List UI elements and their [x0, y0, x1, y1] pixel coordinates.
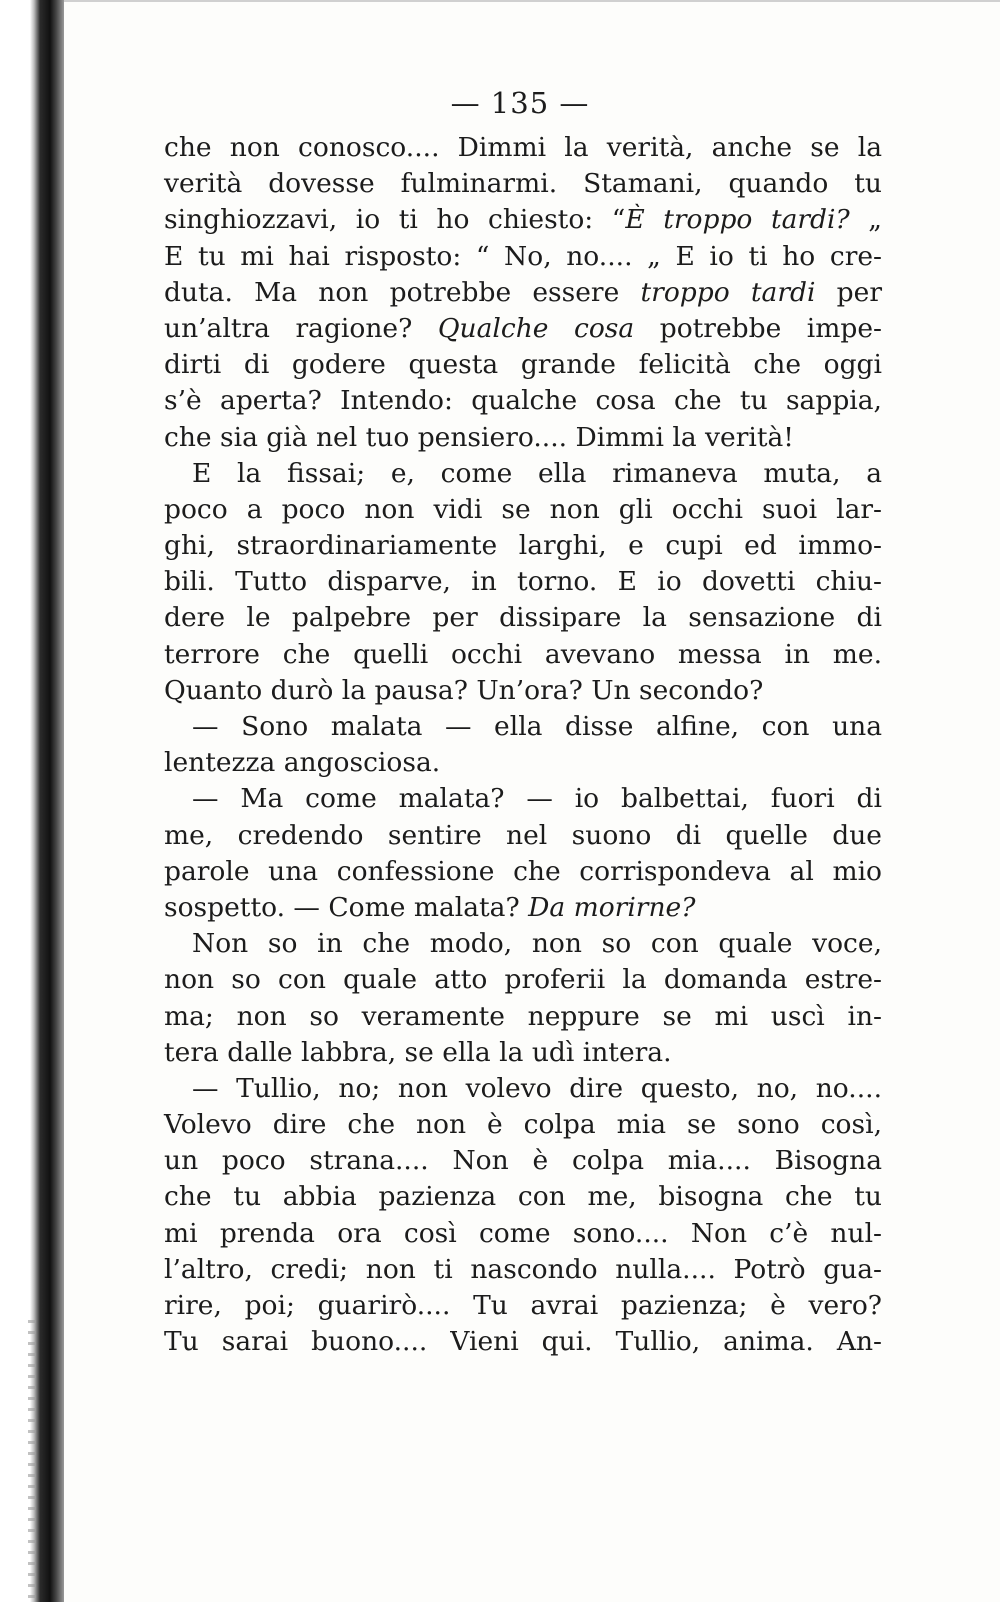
- text-line: [164, 745, 882, 781]
- text-line: [164, 818, 882, 854]
- text-run: un poco strana.... Non è colpa mia.... Bisogna: [164, 1145, 882, 1177]
- text-line: [164, 492, 882, 528]
- text-line: [164, 926, 882, 962]
- text-run: l’altro, credi; non ti nascondo nulla.... Potrò gua-: [164, 1253, 882, 1285]
- text-run: — Ma come malata? — io balbettai, fuori di: [192, 783, 882, 815]
- text-line: [164, 564, 882, 600]
- text-line: [164, 854, 882, 890]
- text-line: [164, 1288, 882, 1324]
- text-line: [164, 1143, 882, 1179]
- italic-phrase: È troppo tardi?: [625, 204, 850, 236]
- text-line: [164, 311, 882, 347]
- text-run: non so con quale atto proferii la domanda estre-: [164, 964, 882, 996]
- text-run: dere le palpebre per dissipare la sensazione di: [164, 602, 882, 634]
- text-run: verità dovesse fulminarmi. Stamani, quando tu: [164, 168, 882, 200]
- text-run: Non so in che modo, non so con quale voce,: [192, 928, 882, 960]
- text-line: [164, 456, 882, 492]
- text-run: parole una confessione che corrispondeva al mio: [164, 855, 882, 887]
- text-line: [164, 420, 882, 456]
- text-line: [164, 781, 882, 817]
- text-run: „: [849, 204, 883, 236]
- text-run: Volevo dire che non è colpa mia se sono così,: [164, 1109, 882, 1141]
- text-run: — Sono malata — ella disse alfine, con una: [192, 711, 882, 742]
- italic-phrase: Da morirne?: [528, 891, 696, 923]
- body-text: [164, 130, 882, 1360]
- page-number: — 135 —: [450, 86, 590, 120]
- text-run: che tu abbia pazienza con me, bisogna che tu: [164, 1181, 882, 1213]
- text-line: [164, 962, 882, 998]
- text-line: [164, 1107, 882, 1143]
- text-line: [164, 1324, 882, 1360]
- text-line: [164, 1035, 882, 1071]
- text-line: [164, 528, 882, 564]
- text-run: me, credendo sentire nel suono di quelle due: [164, 819, 882, 851]
- text-line: [164, 166, 882, 202]
- text-run: potrebbe impe-: [634, 312, 882, 344]
- text-line: [164, 709, 882, 745]
- text-line: [164, 890, 882, 926]
- text-run: ghi, straordinariamente larghi, e cupi ed immo-: [164, 530, 882, 562]
- text-run: Quanto durò la pausa? Un’ora? Un secondo?: [164, 674, 764, 706]
- text-line: [164, 1252, 882, 1288]
- binding-speckle: [28, 1320, 36, 1602]
- text-line: [164, 347, 882, 383]
- text-run: tera dalle labbra, se ella la udì intera.: [164, 1036, 672, 1068]
- text-run: per: [815, 276, 882, 308]
- text-run: dirti di godere questa grande felicità che oggi: [164, 349, 882, 381]
- text-run: lentezza angosciosa.: [164, 747, 441, 779]
- text-run: E tu mi hai risposto: “ No, no.... „ E io ti ho cre-: [164, 240, 882, 272]
- text-line: [164, 1216, 882, 1252]
- text-line: [164, 130, 882, 166]
- text-line: [164, 1071, 882, 1107]
- text-run: un’altra ragione?: [164, 312, 438, 344]
- text-line: [164, 239, 882, 275]
- text-run: mi prenda ora così come sono.... Non c’è nul-: [164, 1217, 882, 1249]
- text-run: singhiozzavi, io ti ho chiesto: “: [164, 204, 626, 236]
- italic-phrase: Qualche cosa: [437, 312, 635, 344]
- text-run: duta. Ma non potrebbe essere: [164, 276, 641, 308]
- text-run: sospetto. — Come malata?: [164, 891, 529, 923]
- text-run: che non conosco.... Dimmi la verità, anche se la: [164, 132, 882, 163]
- text-run: bili. Tutto disparve, in torno. E io dovetti chiu-: [164, 566, 882, 598]
- text-run: poco a poco non vidi se non gli occhi suoi lar-: [164, 493, 882, 525]
- text-line: [164, 1179, 882, 1215]
- text-run: — Tullio, no; non volevo dire questo, no, no....: [192, 1072, 882, 1104]
- text-run: ma; non so veramente neppure se mi uscì in-: [164, 1000, 882, 1032]
- text-line: [164, 383, 882, 419]
- text-run: Tu sarai buono.... Vieni qui. Tullio, anima. An-: [164, 1326, 882, 1358]
- text-run: E la fissai; e, come ella rimaneva muta, a: [192, 457, 882, 489]
- text-line: [164, 202, 882, 238]
- text-line: [164, 999, 882, 1035]
- text-line: [164, 637, 882, 673]
- text-line: [164, 275, 882, 311]
- text-run: che sia già nel tuo pensiero.... Dimmi la verità!: [164, 421, 794, 453]
- page-top-edge: [64, 0, 1000, 2]
- text-run: s’è aperta? Intendo: qualche cosa che tu sappia,: [164, 385, 882, 417]
- text-run: rire, poi; guarirò.... Tu avrai pazienza; è vero?: [164, 1290, 882, 1321]
- italic-phrase: troppo tardi: [640, 276, 816, 308]
- text-run: terrore che quelli occhi avevano messa in me.: [164, 638, 882, 670]
- text-line: [164, 600, 882, 636]
- text-line: [164, 673, 882, 709]
